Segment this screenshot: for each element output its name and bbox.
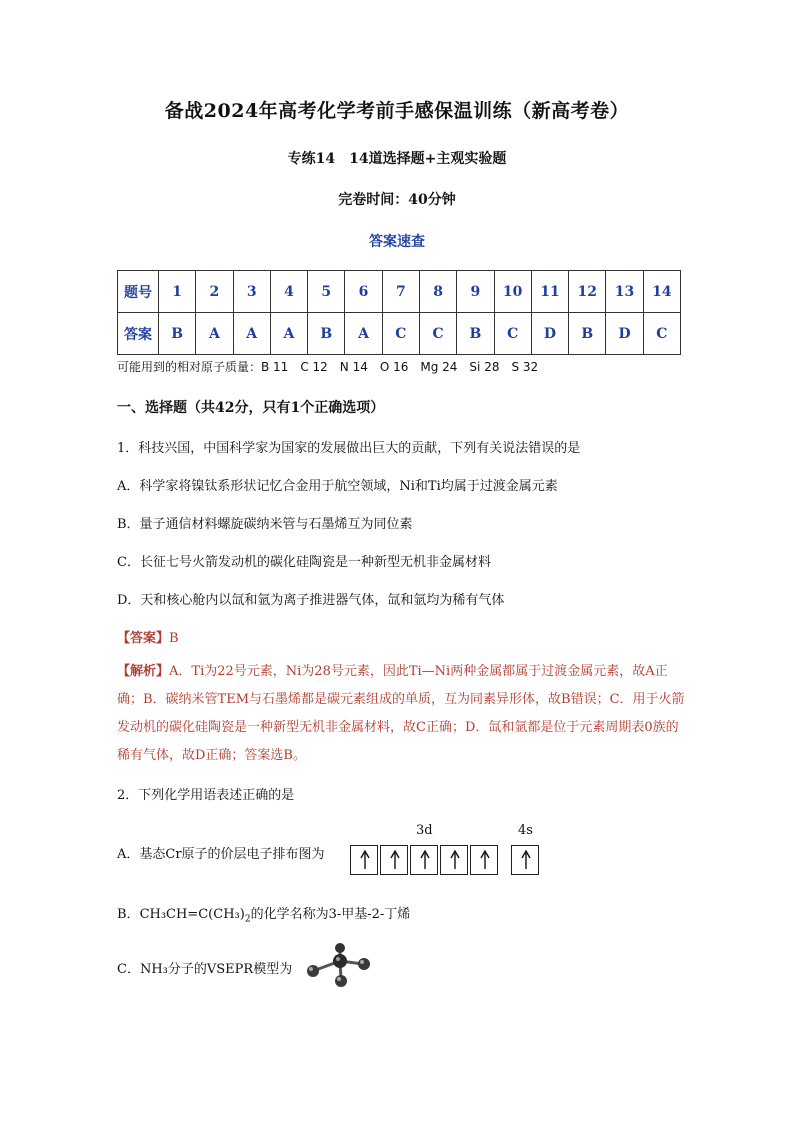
table-cell: 12 — [569, 271, 606, 313]
orbital-box-3d-4 — [440, 845, 468, 875]
option-b-prefix: B． — [117, 907, 140, 922]
up-arrow-icon — [521, 850, 531, 870]
orbital-label-3d: 3d — [416, 823, 433, 838]
table-cell: B — [569, 313, 606, 355]
table-cell: A — [196, 313, 233, 355]
answer-value: B — [169, 631, 179, 646]
orbital-box-4s — [511, 845, 539, 875]
orbital-box-3d-1 — [350, 845, 378, 875]
q1-option-c: C．长征七号火箭发动机的碳化硅陶瓷是一种新型无机非金属材料 — [117, 555, 491, 570]
table-cell: C — [419, 313, 456, 355]
q1-analysis — [117, 658, 687, 770]
table-cell: D — [531, 313, 568, 355]
up-arrow-icon — [360, 850, 370, 870]
q1-answer — [117, 627, 179, 646]
answer-table — [117, 270, 681, 355]
row-label-answer: 答案 — [118, 313, 159, 355]
q1-option-a: A．科学家将镍钛系形状记忆合金用于航空领域，Ni和Ti均属于过渡金属元素 — [117, 479, 558, 494]
table-cell: 13 — [606, 271, 643, 313]
table-cell: B — [308, 313, 345, 355]
q2-stem: 2．下列化学用语表述正确的是 — [117, 788, 295, 803]
option-b-suffix: 的化学名称为3-甲基-2-丁烯 — [250, 907, 411, 922]
orbital-box-3d-5 — [470, 845, 498, 875]
document-title: 备战2024年高考化学考前手感保温训练（新高考卷） — [164, 100, 630, 122]
orbital-box-3d-3 — [410, 845, 438, 875]
table-cell: C — [382, 313, 419, 355]
q2-option-a: A．基态Cr原子的价层电子排布图为 — [117, 847, 325, 862]
q1-stem: 1．科技兴国，中国科学家为国家的发展做出巨大的贡献，下列有关说法错误的是 — [117, 441, 581, 456]
subtitle: 专练14 14道选择题+主观实验题 — [287, 151, 507, 167]
table-cell: 3 — [233, 271, 270, 313]
ball-stick-model-icon — [300, 942, 380, 990]
table-cell: 4 — [270, 271, 307, 313]
table-cell: 6 — [345, 271, 382, 313]
table-cell: A — [345, 313, 382, 355]
table-cell: B — [159, 313, 196, 355]
table-cell: C — [494, 313, 531, 355]
q2-option-c: C．NH₃分子的VSEPR模型为 — [117, 962, 293, 977]
answer-row — [118, 313, 681, 355]
table-cell: 9 — [457, 271, 494, 313]
orbital-box-3d-2 — [380, 845, 408, 875]
table-cell: B — [457, 313, 494, 355]
table-cell: 2 — [196, 271, 233, 313]
formula: CH₃CH=C(CH₃) — [139, 907, 245, 922]
table-cell: A — [270, 313, 307, 355]
analysis-text: A．Ti为22号元素，Ni为28号元素，因此Ti—Ni两种金属都属于过渡金属元素，故A正确；B．碳纳米管TEM与石墨烯都是碳元素组成的单质，互为同素异形体，故B错误；C．用于火箭发动机的碳化硅陶瓷是一种新型无机非金属材料，故C正确；D．氙和氩都是位于元素周期表0族的稀有气体，故D正确；答案选B。 — [117, 664, 685, 763]
analysis-label: 【解析】 — [117, 664, 170, 679]
table-cell: 1 — [159, 271, 196, 313]
table-cell: 8 — [419, 271, 456, 313]
table-cell: 14 — [643, 271, 680, 313]
up-arrow-icon — [450, 850, 460, 870]
table-cell: 7 — [382, 271, 419, 313]
up-arrow-icon — [420, 850, 430, 870]
up-arrow-icon — [480, 850, 490, 870]
table-cell: 10 — [494, 271, 531, 313]
up-arrow-icon — [390, 850, 400, 870]
q1-option-b: B．量子通信材料螺旋碳纳米管与石墨烯互为同位素 — [117, 517, 413, 532]
formula-subscript: 2 — [244, 914, 251, 925]
table-cell: C — [643, 313, 680, 355]
table-cell: 5 — [308, 271, 345, 313]
time-limit: 完卷时间：40分钟 — [338, 192, 456, 208]
q1-option-d: D．天和核心舱内以氙和氩为离子推进器气体，氙和氩均为稀有气体 — [117, 593, 505, 608]
question-number-row — [118, 271, 681, 313]
q2-option-b — [117, 903, 410, 925]
section-heading: 一、选择题（共42分，只有1个正确选项） — [117, 400, 385, 416]
table-cell: D — [606, 313, 643, 355]
row-label-number: 题号 — [118, 271, 159, 313]
table-cell: 11 — [531, 271, 568, 313]
orbital-label-4s: 4s — [518, 823, 533, 838]
answer-label: 【答案】 — [117, 631, 170, 646]
table-cell: A — [233, 313, 270, 355]
atomic-masses: 可能用到的相对原子质量：B 11 C 12 N 14 O 16 Mg 24 Si 28 S 32 — [117, 360, 539, 374]
answer-heading: 答案速查 — [369, 234, 425, 250]
